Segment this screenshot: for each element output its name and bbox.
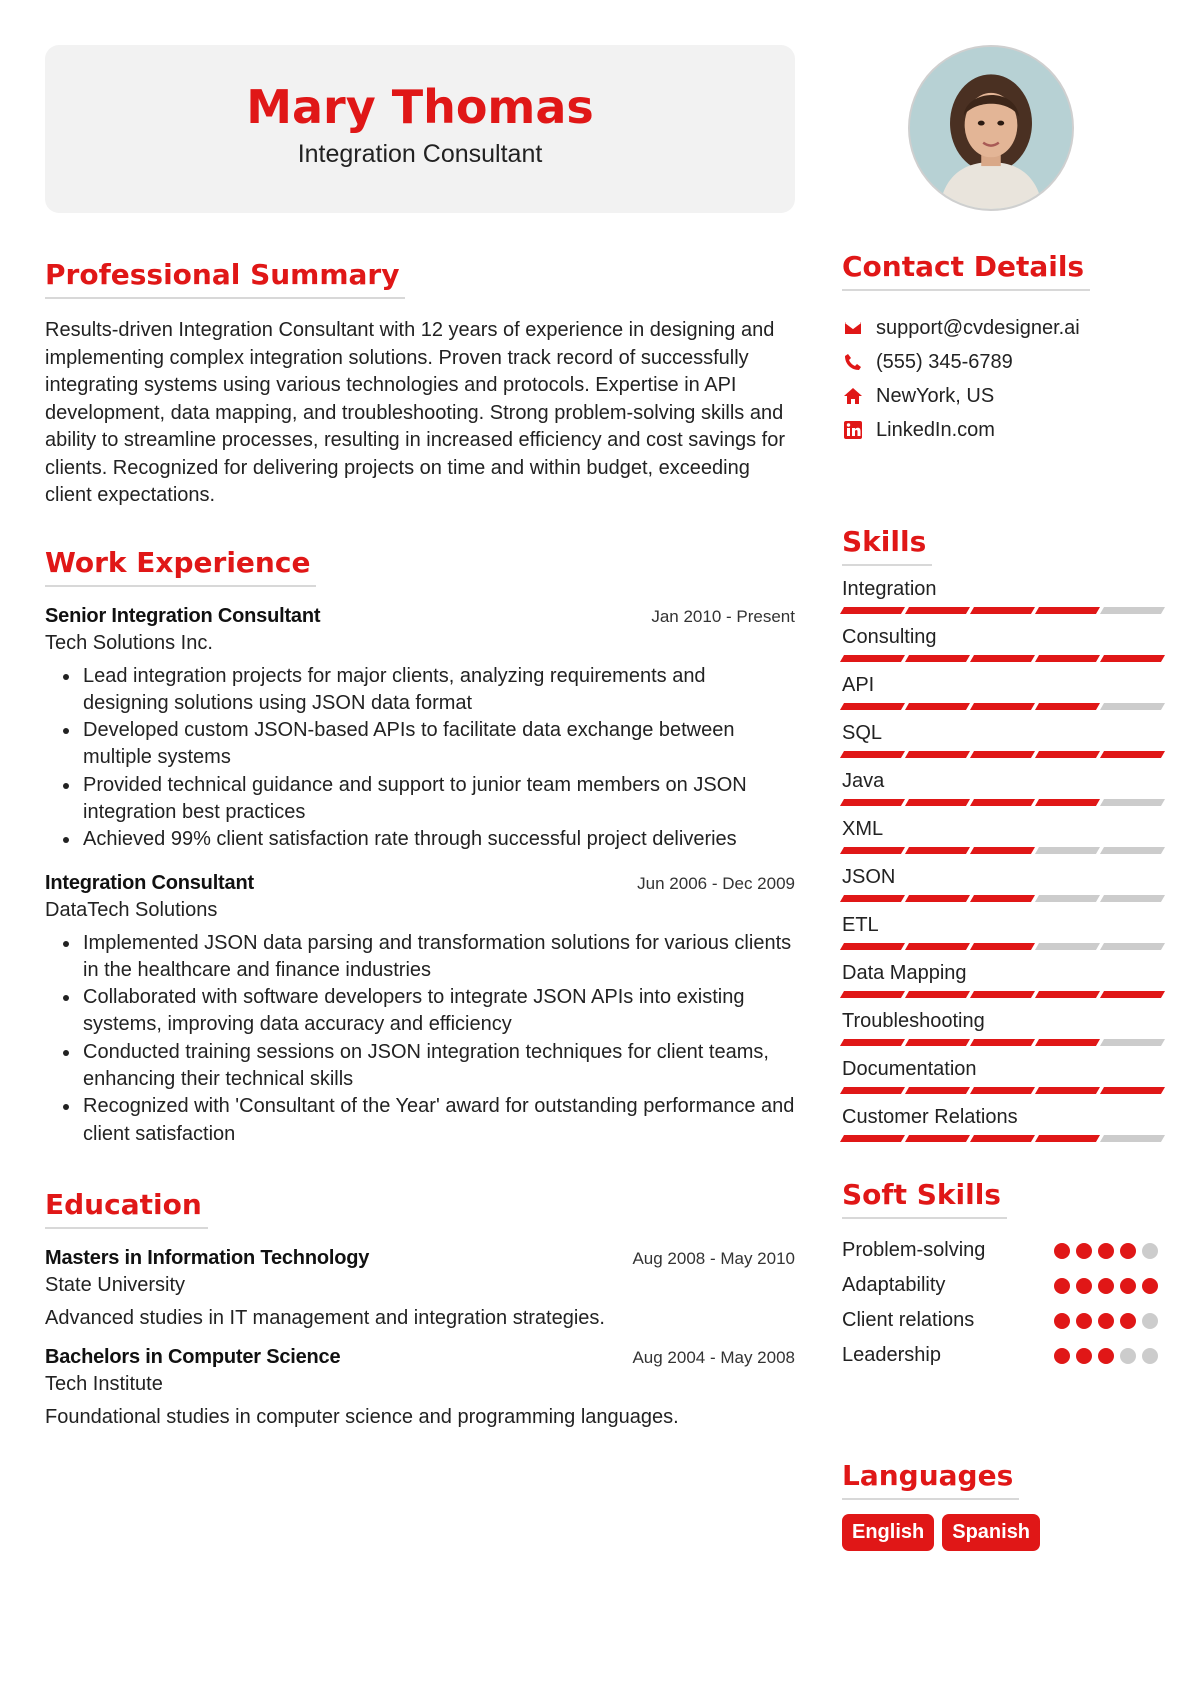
job-title: Senior Integration Consultant bbox=[45, 604, 321, 627]
skill-level-segment bbox=[970, 991, 1035, 998]
rating-dot bbox=[1142, 1313, 1158, 1329]
skill-level-bar bbox=[842, 1039, 1164, 1046]
rating-dot bbox=[1098, 1243, 1114, 1259]
skill-level-segment bbox=[840, 655, 905, 662]
language-tag: English bbox=[842, 1514, 934, 1551]
rating-dot bbox=[1120, 1278, 1136, 1294]
job-company: DataTech Solutions bbox=[45, 898, 218, 921]
skill-level-segment bbox=[970, 847, 1035, 854]
job-bullet: Collaborated with software developers to integrate JSON APIs into existing systems, improving data accuracy and efficiency bbox=[45, 984, 795, 1039]
rating-dot bbox=[1054, 1243, 1070, 1259]
rating-dot bbox=[1120, 1348, 1136, 1364]
skill-item bbox=[842, 768, 1164, 806]
job-date: Jan 2010 - Present bbox=[651, 606, 795, 626]
skill-level-segment bbox=[840, 1039, 905, 1046]
skill-level-segment bbox=[905, 799, 970, 806]
skill-level-segment bbox=[905, 1087, 970, 1094]
skill-level-segment bbox=[840, 751, 905, 758]
rating-dot bbox=[1054, 1348, 1070, 1364]
skill-level-segment bbox=[1100, 1135, 1165, 1142]
job-bullets bbox=[45, 930, 795, 1148]
language-tag: Spanish bbox=[942, 1514, 1040, 1551]
soft-skill-rating bbox=[1054, 1348, 1158, 1364]
rating-dot bbox=[1142, 1348, 1158, 1364]
contact-linkedin[interactable] bbox=[842, 413, 1164, 447]
job-entry bbox=[45, 872, 795, 1148]
skill-level-segment bbox=[970, 943, 1035, 950]
skill-level-segment bbox=[970, 895, 1035, 902]
skill-item bbox=[842, 1008, 1164, 1046]
skill-level-segment bbox=[840, 991, 905, 998]
skill-level-segment bbox=[905, 895, 970, 902]
skill-item bbox=[842, 720, 1164, 758]
job-date: Jun 2006 - Dec 2009 bbox=[637, 873, 795, 893]
skill-level-segment bbox=[1035, 751, 1100, 758]
skill-level-segment bbox=[1100, 847, 1165, 854]
contact-phone-text: (555) 345-6789 bbox=[876, 350, 1013, 373]
languages-section bbox=[842, 1459, 1164, 1551]
soft-skills-list bbox=[842, 1233, 1164, 1373]
soft-skill-name: Problem-solving bbox=[842, 1239, 986, 1261]
contact-location bbox=[842, 379, 1164, 413]
skill-level-segment bbox=[1100, 943, 1165, 950]
job-bullets bbox=[45, 663, 795, 854]
rating-dot bbox=[1120, 1313, 1136, 1329]
education-heading: Education bbox=[45, 1188, 208, 1229]
skill-level-segment bbox=[1035, 703, 1100, 710]
skill-level-segment bbox=[1100, 895, 1165, 902]
skill-level-segment bbox=[1035, 655, 1100, 662]
summary-section bbox=[45, 258, 795, 510]
rating-dot bbox=[1098, 1348, 1114, 1364]
skill-name: ETL bbox=[842, 914, 879, 936]
skill-level-segment bbox=[905, 703, 970, 710]
skill-level-bar bbox=[842, 1087, 1164, 1094]
skill-level-segment bbox=[840, 799, 905, 806]
skill-level-segment bbox=[970, 655, 1035, 662]
work-section bbox=[45, 546, 795, 1148]
linkedin-icon bbox=[842, 419, 864, 441]
profile-photo-illustration bbox=[910, 47, 1072, 209]
skill-item bbox=[842, 960, 1164, 998]
skill-level-bar bbox=[842, 655, 1164, 662]
skill-item bbox=[842, 816, 1164, 854]
education-date: Aug 2004 - May 2008 bbox=[632, 1347, 795, 1367]
job-bullet: Conducted training sessions on JSON integration techniques for client teams, enhancing their technical skills bbox=[45, 1039, 795, 1094]
rating-dot bbox=[1076, 1348, 1092, 1364]
skill-name: Troubleshooting bbox=[842, 1010, 985, 1032]
skill-level-segment bbox=[970, 751, 1035, 758]
skill-level-segment bbox=[905, 607, 970, 614]
skill-item bbox=[842, 1104, 1164, 1142]
skill-name: Consulting bbox=[842, 626, 937, 648]
rating-dot bbox=[1054, 1313, 1070, 1329]
soft-skills-section bbox=[842, 1178, 1164, 1373]
skill-level-segment bbox=[1035, 991, 1100, 998]
degree-title: Masters in Information Technology bbox=[45, 1246, 370, 1269]
soft-skill-item bbox=[842, 1338, 1164, 1373]
skill-level-segment bbox=[840, 1087, 905, 1094]
soft-skill-item bbox=[842, 1303, 1164, 1338]
skill-level-segment bbox=[840, 895, 905, 902]
soft-skill-item bbox=[842, 1233, 1164, 1268]
job-bullet: Lead integration projects for major clients, analyzing requirements and designing solutions using JSON data format bbox=[45, 663, 795, 718]
skill-level-segment bbox=[1035, 1087, 1100, 1094]
skill-level-segment bbox=[1100, 799, 1165, 806]
job-bullet: Achieved 99% client satisfaction rate through successful project deliveries bbox=[45, 826, 795, 853]
school-name: Tech Institute bbox=[45, 1372, 163, 1395]
school-name: State University bbox=[45, 1273, 186, 1296]
skill-level-segment bbox=[905, 655, 970, 662]
education-date: Aug 2008 - May 2010 bbox=[632, 1248, 795, 1268]
profile-photo bbox=[908, 45, 1074, 211]
rating-dot bbox=[1142, 1278, 1158, 1294]
soft-skill-item bbox=[842, 1268, 1164, 1303]
soft-skill-name: Leadership bbox=[842, 1344, 941, 1366]
skill-name: Data Mapping bbox=[842, 962, 967, 984]
right-column bbox=[842, 250, 1164, 1551]
job-bullet: Recognized with 'Consultant of the Year' award for outstanding performance and client satisfaction bbox=[45, 1093, 795, 1148]
job-bullet: Implemented JSON data parsing and transformation solutions for various clients in the healthcare and finance industries bbox=[45, 930, 795, 985]
skill-level-segment bbox=[905, 1135, 970, 1142]
header-card bbox=[45, 45, 795, 213]
skill-level-segment bbox=[1100, 1087, 1165, 1094]
skill-level-bar bbox=[842, 799, 1164, 806]
candidate-title: Integration Consultant bbox=[297, 139, 543, 168]
job-bullet: Developed custom JSON-based APIs to facilitate data exchange between multiple systems bbox=[45, 717, 795, 772]
education-entry bbox=[45, 1247, 795, 1330]
contact-email[interactable] bbox=[842, 311, 1164, 345]
contact-email-text: support@cvdesigner.ai bbox=[876, 316, 1080, 339]
skill-level-segment bbox=[1100, 703, 1165, 710]
skill-level-bar bbox=[842, 991, 1164, 998]
skill-level-segment bbox=[1035, 1039, 1100, 1046]
education-description: Foundational studies in computer science and programming languages. bbox=[45, 1405, 679, 1428]
contact-heading: Contact Details bbox=[842, 250, 1090, 291]
skills-list bbox=[842, 576, 1164, 1142]
skill-level-segment bbox=[1100, 655, 1165, 662]
skill-level-segment bbox=[970, 607, 1035, 614]
language-tags bbox=[842, 1514, 1164, 1551]
skill-name: XML bbox=[842, 818, 884, 840]
skill-level-segment bbox=[1035, 847, 1100, 854]
skill-level-bar bbox=[842, 895, 1164, 902]
skill-level-segment bbox=[1035, 895, 1100, 902]
skill-level-bar bbox=[842, 943, 1164, 950]
education-description: Advanced studies in IT management and integration strategies. bbox=[45, 1306, 605, 1329]
contact-linkedin-text: LinkedIn.com bbox=[876, 418, 995, 441]
job-entry bbox=[45, 605, 795, 854]
rating-dot bbox=[1054, 1278, 1070, 1294]
skill-item bbox=[842, 624, 1164, 662]
skill-level-segment bbox=[840, 847, 905, 854]
soft-skills-heading: Soft Skills bbox=[842, 1178, 1007, 1219]
rating-dot bbox=[1098, 1278, 1114, 1294]
job-title: Integration Consultant bbox=[45, 871, 254, 894]
skill-item bbox=[842, 1056, 1164, 1094]
left-column bbox=[45, 258, 795, 1429]
skill-name: Customer Relations bbox=[842, 1106, 1018, 1128]
skill-name: API bbox=[842, 674, 875, 696]
skills-section bbox=[842, 525, 1164, 1142]
skill-item bbox=[842, 864, 1164, 902]
skill-level-segment bbox=[905, 991, 970, 998]
skill-level-segment bbox=[840, 1135, 905, 1142]
skill-level-segment bbox=[1035, 943, 1100, 950]
skill-name: Java bbox=[842, 770, 885, 792]
home-icon bbox=[842, 385, 864, 407]
skill-level-bar bbox=[842, 847, 1164, 854]
skill-item bbox=[842, 576, 1164, 614]
work-heading: Work Experience bbox=[45, 546, 316, 587]
skill-level-bar bbox=[842, 703, 1164, 710]
skill-level-segment bbox=[970, 703, 1035, 710]
contact-phone[interactable] bbox=[842, 345, 1164, 379]
candidate-name: Mary Thomas bbox=[246, 80, 594, 134]
skill-level-segment bbox=[970, 1039, 1035, 1046]
skill-level-segment bbox=[840, 703, 905, 710]
contact-location-text: NewYork, US bbox=[876, 384, 995, 407]
skill-level-segment bbox=[970, 1135, 1035, 1142]
rating-dot bbox=[1142, 1243, 1158, 1259]
soft-skill-rating bbox=[1054, 1243, 1158, 1259]
skill-level-bar bbox=[842, 751, 1164, 758]
summary-text: Results-driven Integration Consultant with 12 years of experience in designing and implementing complex integration solutions. Proven track record of successfully integrating systems using various technologies and protocols. Expertise in API development, data mapping, and troubleshooting. Strong problem-solving skills and ability to streamline processes, resulting in increased efficiency and cost savings for clients. Recognized for delivering projects on time and within budget, exceeding client expectations. bbox=[45, 319, 785, 506]
rating-dot bbox=[1120, 1243, 1136, 1259]
skill-item bbox=[842, 912, 1164, 950]
education-section bbox=[45, 1188, 795, 1429]
skill-level-segment bbox=[1100, 1039, 1165, 1046]
skill-level-segment bbox=[905, 943, 970, 950]
job-company: Tech Solutions Inc. bbox=[45, 631, 213, 654]
skill-name: Documentation bbox=[842, 1058, 977, 1080]
degree-title: Bachelors in Computer Science bbox=[45, 1345, 341, 1368]
skill-level-segment bbox=[1100, 991, 1165, 998]
skill-level-segment bbox=[970, 1087, 1035, 1094]
job-bullet: Provided technical guidance and support to junior team members on JSON integration best practices bbox=[45, 772, 795, 827]
education-entry bbox=[45, 1346, 795, 1429]
skill-level-segment bbox=[1100, 607, 1165, 614]
skill-level-bar bbox=[842, 1135, 1164, 1142]
skill-item bbox=[842, 672, 1164, 710]
skill-level-segment bbox=[1100, 751, 1165, 758]
skill-name: JSON bbox=[842, 866, 896, 888]
soft-skill-rating bbox=[1054, 1278, 1158, 1294]
skill-level-bar bbox=[842, 607, 1164, 614]
skill-level-segment bbox=[905, 847, 970, 854]
skill-level-segment bbox=[970, 799, 1035, 806]
rating-dot bbox=[1076, 1313, 1092, 1329]
skill-level-segment bbox=[840, 607, 905, 614]
languages-heading: Languages bbox=[842, 1459, 1019, 1500]
soft-skill-name: Adaptability bbox=[842, 1274, 946, 1296]
skill-level-segment bbox=[905, 751, 970, 758]
contact-section bbox=[842, 250, 1164, 447]
skill-name: SQL bbox=[842, 722, 883, 744]
envelope-icon bbox=[842, 317, 864, 339]
summary-heading: Professional Summary bbox=[45, 258, 405, 299]
skill-level-segment bbox=[1035, 799, 1100, 806]
skill-level-segment bbox=[840, 943, 905, 950]
rating-dot bbox=[1076, 1243, 1092, 1259]
rating-dot bbox=[1098, 1313, 1114, 1329]
skills-heading: Skills bbox=[842, 525, 932, 566]
skill-name: Integration bbox=[842, 578, 937, 600]
skill-level-segment bbox=[1035, 1135, 1100, 1142]
soft-skill-rating bbox=[1054, 1313, 1158, 1329]
soft-skill-name: Client relations bbox=[842, 1309, 975, 1331]
rating-dot bbox=[1076, 1278, 1092, 1294]
skill-level-segment bbox=[905, 1039, 970, 1046]
phone-icon bbox=[842, 351, 864, 373]
skill-level-segment bbox=[1035, 607, 1100, 614]
